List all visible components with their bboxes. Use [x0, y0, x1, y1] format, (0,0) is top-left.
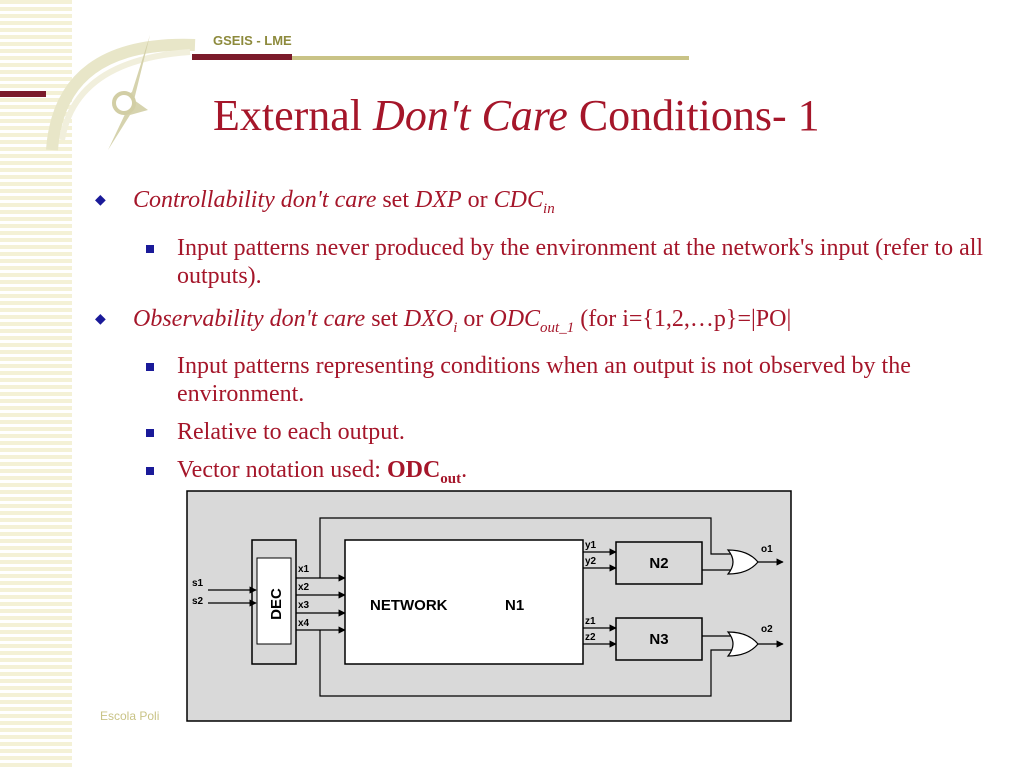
- bullet-controllability: ◆ Controllability don't care set DXP or $CDC_{in}$: [95, 187, 555, 217]
- n2-label: N2: [649, 555, 669, 572]
- sub-bullet-controllability-1: Input patterns never produced by the environment at the network's input (refer to all outputs).: [95, 234, 1005, 290]
- network-diagram: [186, 490, 792, 722]
- n1-label: N1: [505, 597, 525, 614]
- slide-title: External Don't Care Conditions- 1: [213, 91, 820, 140]
- compass-logo: [0, 0, 200, 200]
- z1-label: z1: [585, 616, 596, 627]
- header-rule-light: [292, 56, 689, 60]
- left-accent-rule: [0, 91, 46, 97]
- bullet-observability: ◆ Observability don't care set $DXO_i$ or $ODC_{out\_1}$ (for i={1,2,…p}=|PO|: [95, 305, 792, 336]
- n3-label: N3: [649, 631, 669, 648]
- z2-label: z2: [585, 632, 596, 643]
- square-bullet-icon: [146, 429, 154, 437]
- square-bullet-icon: [146, 363, 154, 371]
- x1-label: x1: [298, 564, 310, 575]
- x2-label: x2: [298, 582, 310, 593]
- sub-bullet-observability-1: Input patterns representing conditions when an output is not observed by the environment.: [95, 352, 1005, 408]
- y1-label: y1: [585, 540, 597, 551]
- x4-label: x4: [298, 618, 310, 629]
- footer-text: Escola Poli: [100, 709, 160, 723]
- s1-label: s1: [192, 578, 204, 589]
- x3-label: x3: [298, 600, 310, 611]
- square-bullet-icon: [146, 245, 154, 253]
- header-rule-dark: [192, 54, 292, 60]
- header-label: GSEIS - LME: [213, 33, 292, 48]
- diamond-bullet-icon: ◆: [95, 311, 106, 327]
- o1-label: o1: [761, 544, 773, 555]
- diamond-bullet-icon: ◆: [95, 193, 106, 208]
- o2-label: o2: [761, 624, 773, 635]
- y2-label: y2: [585, 556, 597, 567]
- s2-label: s2: [192, 596, 204, 607]
- bullet-list: [95, 186, 1005, 492]
- sub-bullet-observability-2: Relative to each output.: [95, 418, 1005, 446]
- square-bullet-icon: [146, 467, 154, 475]
- network-label: NETWORK: [370, 597, 448, 614]
- dec-label: DEC: [268, 588, 285, 620]
- sub-bullet-observability-3: Vector notation used: $ODC_{out}$.: [95, 456, 1005, 493]
